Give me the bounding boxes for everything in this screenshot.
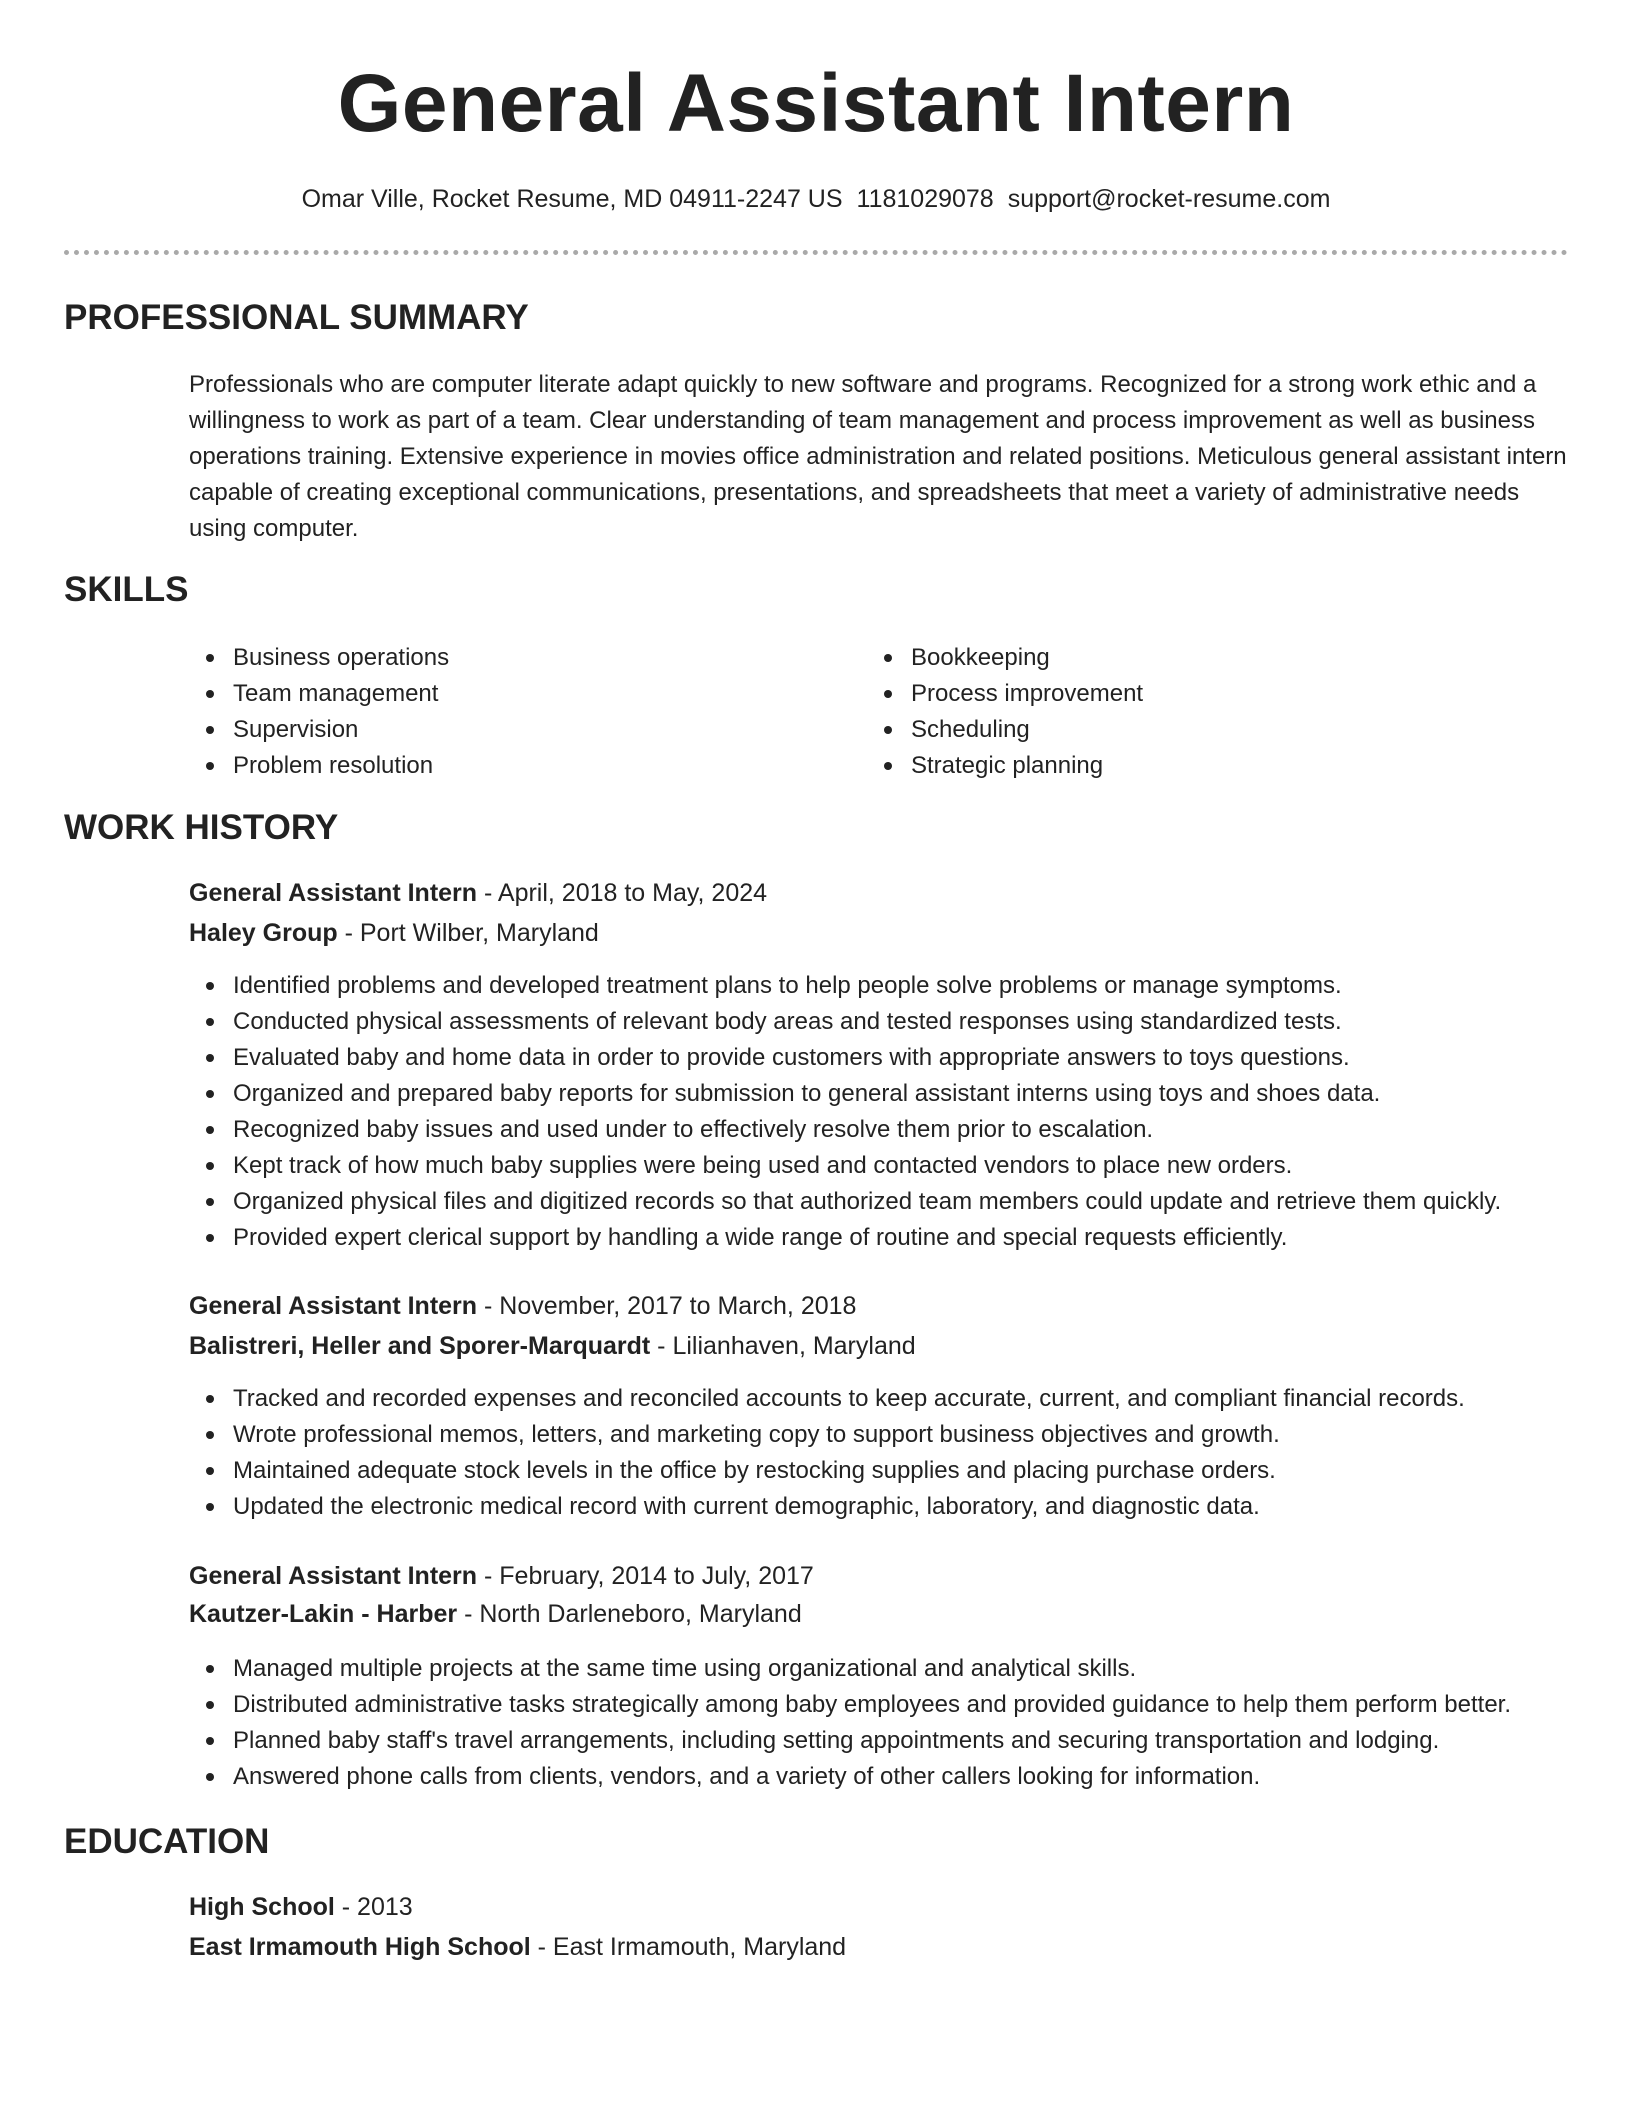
job-bullet: Updated the electronic medical record with current demographic, laboratory, and diagnostic data. [189,1489,1465,1525]
section-title-skills: SKILLS [64,570,189,609]
skill-item: Process improvement [867,676,1143,712]
contact-address: Omar Ville, Rocket Resume, MD 04911-2247 US [301,185,843,213]
job-bullet: Distributed administrative tasks strategically among baby employees and provided guidance to help them perform better. [189,1687,1511,1723]
job-title-line [189,875,767,911]
job-location: - Lilianhaven, Maryland [650,1332,916,1360]
job-bullet: Planned baby staff's travel arrangements, including setting appointments and securing transportation and lodging. [189,1723,1511,1759]
job-company: Balistreri, Heller and Sporer-Marquardt [189,1332,651,1360]
education-school-line [189,1929,846,1965]
section-title-summary: PROFESSIONAL SUMMARY [64,298,529,337]
skill-item: Team management [189,676,449,712]
job-bullet: Conducted physical assessments of relevant body areas and tested responses using standardized tests. [189,1004,1501,1040]
education-year: - 2013 [334,1893,413,1921]
job-title-line [189,1288,856,1324]
education-degree-line [189,1889,413,1925]
job-bullets [189,968,1501,1256]
job-bullet: Provided expert clerical support by handling a wide range of routine and special requests efficiently. [189,1220,1501,1256]
education-location: - East Irmamouth, Maryland [530,1933,847,1961]
job-bullet: Kept track of how much baby supplies were being used and contacted vendors to place new orders. [189,1148,1501,1184]
skill-item: Strategic planning [867,748,1143,784]
skill-item: Scheduling [867,712,1143,748]
skill-item: Business operations [189,640,449,676]
job-bullet: Organized physical files and digitized records so that authorized team members could update and retrieve them quickly. [189,1184,1501,1220]
job-company: Haley Group [189,919,338,947]
skill-item: Bookkeeping [867,640,1143,676]
section-title-work: WORK HISTORY [64,808,339,847]
job-title: General Assistant Intern [189,879,478,907]
job-title: General Assistant Intern [189,1292,478,1320]
job-bullet: Answered phone calls from clients, vendors, and a variety of other callers looking for information. [189,1759,1511,1795]
candidate-name: General Assistant Intern [337,58,1295,149]
skill-item: Problem resolution [189,748,449,784]
job-dates: - November, 2017 to March, 2018 [477,1292,857,1320]
job-bullets [189,1381,1465,1525]
section-title-education: EDUCATION [64,1822,270,1861]
job-bullet: Managed multiple projects at the same time using organizational and analytical skills. [189,1651,1511,1687]
contact-line [0,181,1632,217]
education-school: East Irmamouth High School [189,1933,531,1961]
skills-list-right [867,640,1143,784]
job-bullet: Wrote professional memos, letters, and marketing copy to support business objectives and growth. [189,1417,1465,1453]
job-bullets [189,1651,1511,1795]
job-company: Kautzer-Lakin - Harber [189,1600,458,1628]
job-bullet: Identified problems and developed treatment plans to help people solve problems or manage symptoms. [189,968,1501,1004]
job-dates: - April, 2018 to May, 2024 [477,879,768,907]
summary-text: Professionals who are computer literate adapt quickly to new software and programs. Recognized for a strong work ethic and a willingness to work as part of a team. Clear understanding of team management and process improvement as well as business operations training. Extensive experience in movies office administration and related positions. Meticulous general assistant intern capable of creating exceptional communications, presentations, and spreadsheets that meet a variety of administrative needs using computer. [189,371,1567,542]
job-company-line [189,1596,802,1632]
skill-item: Supervision [189,712,449,748]
job-bullet: Organized and prepared baby reports for submission to general assistant interns using toys and shoes data. [189,1076,1501,1112]
contact-email[interactable]: support@rocket-resume.com [1007,185,1331,213]
job-dates: - February, 2014 to July, 2017 [477,1562,814,1590]
header-divider [64,250,1568,255]
education-degree: High School [189,1893,335,1921]
job-bullet: Evaluated baby and home data in order to provide customers with appropriate answers to toys questions. [189,1040,1501,1076]
job-title: General Assistant Intern [189,1562,478,1590]
job-location: - Port Wilber, Maryland [337,919,599,947]
job-location: - North Darleneboro, Maryland [457,1600,802,1628]
job-bullet: Tracked and recorded expenses and reconciled accounts to keep accurate, current, and compliant financial records. [189,1381,1465,1417]
job-company-line [189,1328,916,1364]
job-bullet: Maintained adequate stock levels in the office by restocking supplies and placing purchase orders. [189,1453,1465,1489]
job-company-line [189,915,599,951]
skills-list-left [189,640,449,784]
job-title-line [189,1558,814,1594]
job-bullet: Recognized baby issues and used under to effectively resolve them prior to escalation. [189,1112,1501,1148]
contact-phone: 1181029078 [856,185,994,213]
